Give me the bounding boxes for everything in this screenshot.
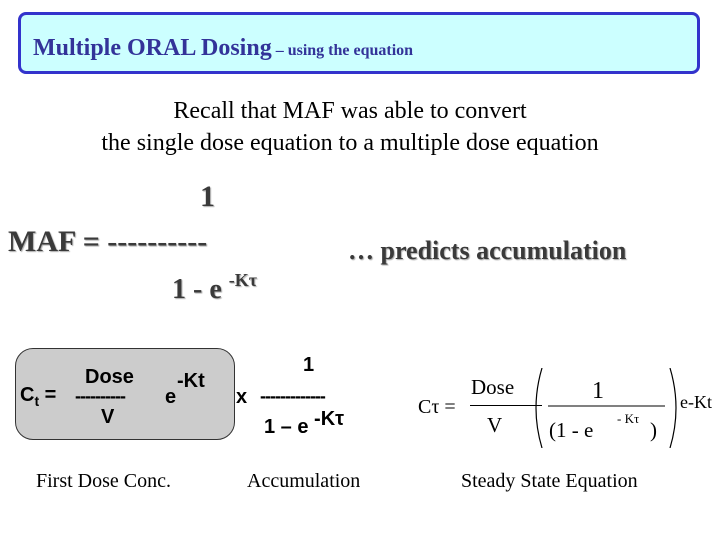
maf-denominator-exponent: -Kτ — [228, 270, 258, 290]
maf-lhs: MAF = ---------- — [8, 225, 208, 258]
first-dose-lhs — [20, 384, 56, 407]
ss-v: V — [487, 413, 503, 437]
maf-denominator-base: 1 - e — [172, 274, 229, 305]
ss-dose: Dose — [471, 375, 515, 399]
ss-one: 1 — [592, 378, 604, 404]
caption-accumulation: Accumulation — [247, 470, 361, 492]
first-dose-fraction-bar: ---------- — [75, 386, 125, 406]
ss-lhs: Cτ = — [418, 396, 456, 418]
maf-numerator: 1 — [200, 180, 215, 213]
first-dose-numerator: Dose — [85, 366, 134, 388]
accumulation-denominator — [264, 408, 345, 439]
ss-den: (1 - e — [549, 418, 594, 442]
maf-denominator — [172, 270, 258, 306]
accumulation-fraction-bar: ------------- — [260, 386, 325, 406]
ct-equals: = — [39, 384, 57, 406]
first-dose-exponent: -Kt — [177, 370, 205, 392]
accumulation-numerator: 1 — [303, 354, 315, 376]
maf-note: … predicts accumulation — [348, 236, 627, 265]
recall-line-2: the single dose equation to a multiple dose equation — [101, 130, 599, 156]
caption-steady-state: Steady State Equation — [461, 470, 638, 492]
caption-first-dose: First Dose Conc. — [36, 470, 171, 492]
ss-den-close: ) — [650, 418, 657, 442]
ct-symbol: C — [20, 384, 35, 406]
title-banner — [18, 12, 700, 74]
times-sign: x — [236, 386, 248, 408]
first-dose-denominator: V — [101, 406, 115, 428]
steady-state-equation — [418, 368, 718, 448]
title-main: Multiple ORAL Dosing — [33, 35, 272, 61]
first-dose-e: e — [165, 386, 177, 408]
accumulation-denominator-base: 1 – e — [264, 416, 315, 438]
title-sub: – using the equation — [271, 42, 414, 59]
recall-text — [0, 95, 700, 159]
recall-line-1: Recall that MAF was able to convert — [173, 98, 527, 124]
ss-tail: e-Kt — [680, 392, 712, 412]
ct-subscript: t — [34, 393, 40, 409]
ss-den-exp: - Kτ — [617, 411, 640, 426]
accumulation-denominator-exponent: -Kτ — [314, 408, 345, 430]
slide-title — [33, 35, 413, 62]
